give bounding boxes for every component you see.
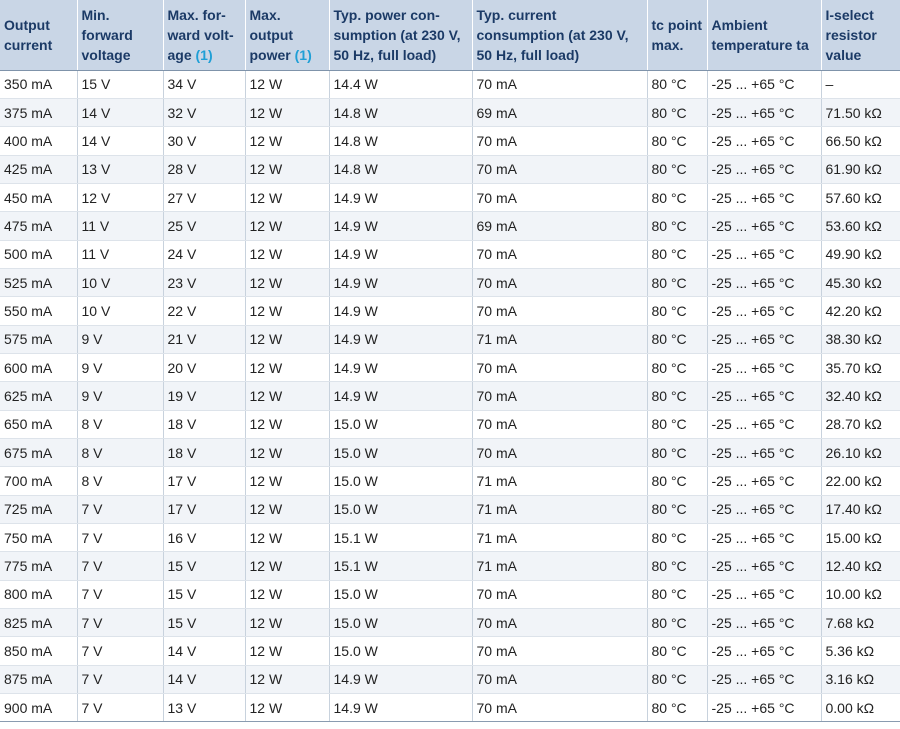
- table-body: [0, 70, 900, 722]
- header-text: tc point max.: [651, 16, 703, 53]
- ambient-temperature-cell: -25 ... +65 °C: [707, 297, 821, 325]
- typ-current-consumption-cell: 70 mA: [472, 438, 647, 466]
- typ-power-consumption-cell: 14.9 W: [329, 183, 472, 211]
- typ-current-consumption-cell: 70 mA: [472, 410, 647, 438]
- header-text: I-select resistor value: [825, 6, 877, 63]
- max-output-power-cell: 12 W: [245, 268, 329, 296]
- typ-current-consumption-cell: 70 mA: [472, 382, 647, 410]
- max-forward-voltage-cell: 32 V: [163, 98, 245, 126]
- col-header-typ-current-consumption: [472, 0, 647, 70]
- i-select-resistor-cell: 15.00 kΩ: [821, 524, 900, 552]
- output-current-cell: 675 mA: [0, 438, 77, 466]
- max-output-power-cell: 12 W: [245, 609, 329, 637]
- max-output-power-cell: 12 W: [245, 353, 329, 381]
- i-select-resistor-cell: 22.00 kΩ: [821, 467, 900, 495]
- col-header-ambient-temperature: [707, 0, 821, 70]
- header-text: Typ. power con- sumption (at 230 V, 50 Hz, full load): [333, 6, 461, 63]
- min-forward-voltage-cell: 9 V: [77, 382, 163, 410]
- ambient-temperature-cell: -25 ... +65 °C: [707, 438, 821, 466]
- max-forward-voltage-cell: 15 V: [163, 580, 245, 608]
- tc-point-max-cell: 80 °C: [647, 524, 707, 552]
- max-forward-voltage-cell: 30 V: [163, 127, 245, 155]
- typ-current-consumption-cell: 70 mA: [472, 694, 647, 722]
- min-forward-voltage-cell: 7 V: [77, 495, 163, 523]
- i-select-resistor-cell: 57.60 kΩ: [821, 183, 900, 211]
- max-forward-voltage-cell: 23 V: [163, 268, 245, 296]
- i-select-resistor-cell: 7.68 kΩ: [821, 609, 900, 637]
- typ-current-consumption-cell: 70 mA: [472, 155, 647, 183]
- header-text: Min. forward voltage: [81, 6, 133, 63]
- output-current-cell: 400 mA: [0, 127, 77, 155]
- tc-point-max-cell: 80 °C: [647, 495, 707, 523]
- table-row: [0, 467, 900, 495]
- max-output-power-cell: 12 W: [245, 665, 329, 693]
- ambient-temperature-cell: -25 ... +65 °C: [707, 70, 821, 98]
- max-output-power-cell: 12 W: [245, 212, 329, 240]
- i-select-resistor-cell: 61.90 kΩ: [821, 155, 900, 183]
- max-output-power-cell: 12 W: [245, 70, 329, 98]
- header-row: [0, 0, 900, 70]
- table-row: [0, 353, 900, 381]
- tc-point-max-cell: 80 °C: [647, 552, 707, 580]
- typ-power-consumption-cell: 15.0 W: [329, 609, 472, 637]
- i-select-resistor-cell: 49.90 kΩ: [821, 240, 900, 268]
- tc-point-max-cell: 80 °C: [647, 155, 707, 183]
- output-current-cell: 625 mA: [0, 382, 77, 410]
- col-header-max-output-power: [245, 0, 329, 70]
- header-text: Max. output power: [249, 6, 294, 63]
- max-output-power-cell: 12 W: [245, 127, 329, 155]
- tc-point-max-cell: 80 °C: [647, 70, 707, 98]
- min-forward-voltage-cell: 9 V: [77, 353, 163, 381]
- col-header-output-current: [0, 0, 77, 70]
- typ-current-consumption-cell: 71 mA: [472, 325, 647, 353]
- tc-point-max-cell: 80 °C: [647, 353, 707, 381]
- i-select-resistor-cell: 28.70 kΩ: [821, 410, 900, 438]
- min-forward-voltage-cell: 7 V: [77, 665, 163, 693]
- typ-current-consumption-cell: 70 mA: [472, 183, 647, 211]
- ambient-temperature-cell: -25 ... +65 °C: [707, 212, 821, 240]
- max-forward-voltage-cell: 18 V: [163, 438, 245, 466]
- ambient-temperature-cell: -25 ... +65 °C: [707, 495, 821, 523]
- tc-point-max-cell: 80 °C: [647, 637, 707, 665]
- ambient-temperature-cell: -25 ... +65 °C: [707, 268, 821, 296]
- tc-point-max-cell: 80 °C: [647, 325, 707, 353]
- table-row: [0, 637, 900, 665]
- header-text: Typ. current consumption (at 230 V, 50 Hz, full load): [476, 6, 629, 63]
- typ-power-consumption-cell: 14.8 W: [329, 127, 472, 155]
- table-row: [0, 70, 900, 98]
- max-forward-voltage-cell: 19 V: [163, 382, 245, 410]
- max-forward-voltage-cell: 25 V: [163, 212, 245, 240]
- col-header-typ-power-consumption: [329, 0, 472, 70]
- min-forward-voltage-cell: 11 V: [77, 212, 163, 240]
- footnote-link[interactable]: (1): [195, 46, 213, 63]
- output-current-cell: 775 mA: [0, 552, 77, 580]
- min-forward-voltage-cell: 7 V: [77, 637, 163, 665]
- table-row: [0, 127, 900, 155]
- typ-power-consumption-cell: 14.9 W: [329, 240, 472, 268]
- typ-power-consumption-cell: 15.0 W: [329, 467, 472, 495]
- header-text: Max. for- ward volt- age: [167, 6, 234, 63]
- ambient-temperature-cell: -25 ... +65 °C: [707, 183, 821, 211]
- max-output-power-cell: 12 W: [245, 410, 329, 438]
- max-output-power-cell: 12 W: [245, 297, 329, 325]
- typ-power-consumption-cell: 14.8 W: [329, 155, 472, 183]
- table-row: [0, 212, 900, 240]
- table-row: [0, 665, 900, 693]
- i-select-resistor-cell: 53.60 kΩ: [821, 212, 900, 240]
- max-output-power-cell: 12 W: [245, 580, 329, 608]
- min-forward-voltage-cell: 14 V: [77, 127, 163, 155]
- col-header-i-select-resistor: [821, 0, 900, 70]
- ambient-temperature-cell: -25 ... +65 °C: [707, 467, 821, 495]
- max-output-power-cell: 12 W: [245, 325, 329, 353]
- max-forward-voltage-cell: 18 V: [163, 410, 245, 438]
- max-forward-voltage-cell: 15 V: [163, 552, 245, 580]
- tc-point-max-cell: 80 °C: [647, 240, 707, 268]
- table-row: [0, 98, 900, 126]
- ambient-temperature-cell: -25 ... +65 °C: [707, 665, 821, 693]
- max-output-power-cell: 12 W: [245, 524, 329, 552]
- max-forward-voltage-cell: 27 V: [163, 183, 245, 211]
- typ-power-consumption-cell: 15.0 W: [329, 580, 472, 608]
- typ-current-consumption-cell: 70 mA: [472, 637, 647, 665]
- max-output-power-cell: 12 W: [245, 552, 329, 580]
- tc-point-max-cell: 80 °C: [647, 98, 707, 126]
- footnote-link[interactable]: (1): [294, 46, 312, 63]
- min-forward-voltage-cell: 10 V: [77, 268, 163, 296]
- ambient-temperature-cell: -25 ... +65 °C: [707, 155, 821, 183]
- table-row: [0, 438, 900, 466]
- table-row: [0, 410, 900, 438]
- typ-current-consumption-cell: 69 mA: [472, 98, 647, 126]
- ambient-temperature-cell: -25 ... +65 °C: [707, 524, 821, 552]
- output-current-cell: 375 mA: [0, 98, 77, 126]
- output-current-cell: 725 mA: [0, 495, 77, 523]
- col-header-min-forward-voltage: [77, 0, 163, 70]
- table-row: [0, 382, 900, 410]
- typ-power-consumption-cell: 15.1 W: [329, 524, 472, 552]
- max-forward-voltage-cell: 20 V: [163, 353, 245, 381]
- max-forward-voltage-cell: 28 V: [163, 155, 245, 183]
- i-select-resistor-cell: 45.30 kΩ: [821, 268, 900, 296]
- output-current-cell: 525 mA: [0, 268, 77, 296]
- col-header-tc-point-max: [647, 0, 707, 70]
- typ-current-consumption-cell: 71 mA: [472, 552, 647, 580]
- i-select-resistor-cell: 5.36 kΩ: [821, 637, 900, 665]
- min-forward-voltage-cell: 14 V: [77, 98, 163, 126]
- typ-power-consumption-cell: 14.9 W: [329, 212, 472, 240]
- max-forward-voltage-cell: 17 V: [163, 467, 245, 495]
- ambient-temperature-cell: -25 ... +65 °C: [707, 580, 821, 608]
- typ-power-consumption-cell: 14.9 W: [329, 297, 472, 325]
- output-current-cell: 650 mA: [0, 410, 77, 438]
- typ-current-consumption-cell: 70 mA: [472, 127, 647, 155]
- output-current-cell: 850 mA: [0, 637, 77, 665]
- typ-power-consumption-cell: 14.9 W: [329, 665, 472, 693]
- tc-point-max-cell: 80 °C: [647, 183, 707, 211]
- typ-power-consumption-cell: 14.9 W: [329, 353, 472, 381]
- typ-power-consumption-cell: 14.9 W: [329, 325, 472, 353]
- max-output-power-cell: 12 W: [245, 98, 329, 126]
- i-select-resistor-cell: 42.20 kΩ: [821, 297, 900, 325]
- output-current-cell: 875 mA: [0, 665, 77, 693]
- tc-point-max-cell: 80 °C: [647, 410, 707, 438]
- typ-power-consumption-cell: 15.0 W: [329, 495, 472, 523]
- ambient-temperature-cell: -25 ... +65 °C: [707, 240, 821, 268]
- min-forward-voltage-cell: 8 V: [77, 467, 163, 495]
- output-current-cell: 600 mA: [0, 353, 77, 381]
- min-forward-voltage-cell: 10 V: [77, 297, 163, 325]
- typ-current-consumption-cell: 70 mA: [472, 665, 647, 693]
- output-current-cell: 500 mA: [0, 240, 77, 268]
- ambient-temperature-cell: -25 ... +65 °C: [707, 637, 821, 665]
- tc-point-max-cell: 80 °C: [647, 694, 707, 722]
- table-row: [0, 580, 900, 608]
- i-select-resistor-cell: 35.70 kΩ: [821, 353, 900, 381]
- tc-point-max-cell: 80 °C: [647, 609, 707, 637]
- min-forward-voltage-cell: 7 V: [77, 580, 163, 608]
- typ-power-consumption-cell: 15.0 W: [329, 438, 472, 466]
- tc-point-max-cell: 80 °C: [647, 127, 707, 155]
- i-select-resistor-cell: 0.00 kΩ: [821, 694, 900, 722]
- min-forward-voltage-cell: 8 V: [77, 438, 163, 466]
- header-text: Ambient temperature ta: [711, 16, 809, 53]
- typ-current-consumption-cell: 70 mA: [472, 70, 647, 98]
- output-current-cell: 475 mA: [0, 212, 77, 240]
- ambient-temperature-cell: -25 ... +65 °C: [707, 552, 821, 580]
- max-output-power-cell: 12 W: [245, 694, 329, 722]
- max-forward-voltage-cell: 24 V: [163, 240, 245, 268]
- max-forward-voltage-cell: 21 V: [163, 325, 245, 353]
- typ-power-consumption-cell: 14.9 W: [329, 694, 472, 722]
- table-row: [0, 325, 900, 353]
- table-row: [0, 297, 900, 325]
- output-current-cell: 825 mA: [0, 609, 77, 637]
- max-output-power-cell: 12 W: [245, 495, 329, 523]
- i-select-resistor-cell: 32.40 kΩ: [821, 382, 900, 410]
- table-row: [0, 268, 900, 296]
- tc-point-max-cell: 80 °C: [647, 580, 707, 608]
- min-forward-voltage-cell: 7 V: [77, 552, 163, 580]
- max-forward-voltage-cell: 13 V: [163, 694, 245, 722]
- i-select-resistor-cell: 66.50 kΩ: [821, 127, 900, 155]
- min-forward-voltage-cell: 7 V: [77, 609, 163, 637]
- min-forward-voltage-cell: 8 V: [77, 410, 163, 438]
- max-forward-voltage-cell: 17 V: [163, 495, 245, 523]
- i-select-resistor-cell: 10.00 kΩ: [821, 580, 900, 608]
- table-row: [0, 552, 900, 580]
- table-header: [0, 0, 900, 70]
- table-row: [0, 183, 900, 211]
- max-output-power-cell: 12 W: [245, 438, 329, 466]
- max-forward-voltage-cell: 14 V: [163, 665, 245, 693]
- typ-current-consumption-cell: 69 mA: [472, 212, 647, 240]
- tc-point-max-cell: 80 °C: [647, 268, 707, 296]
- max-output-power-cell: 12 W: [245, 637, 329, 665]
- table-row: [0, 240, 900, 268]
- output-current-cell: 750 mA: [0, 524, 77, 552]
- min-forward-voltage-cell: 7 V: [77, 694, 163, 722]
- typ-current-consumption-cell: 71 mA: [472, 467, 647, 495]
- max-output-power-cell: 12 W: [245, 467, 329, 495]
- ambient-temperature-cell: -25 ... +65 °C: [707, 98, 821, 126]
- typ-current-consumption-cell: 70 mA: [472, 609, 647, 637]
- typ-power-consumption-cell: 14.8 W: [329, 98, 472, 126]
- ambient-temperature-cell: -25 ... +65 °C: [707, 694, 821, 722]
- typ-current-consumption-cell: 70 mA: [472, 353, 647, 381]
- output-current-cell: 350 mA: [0, 70, 77, 98]
- output-current-cell: 700 mA: [0, 467, 77, 495]
- ambient-temperature-cell: -25 ... +65 °C: [707, 353, 821, 381]
- max-forward-voltage-cell: 14 V: [163, 637, 245, 665]
- tc-point-max-cell: 80 °C: [647, 212, 707, 240]
- i-select-resistor-cell: –: [821, 70, 900, 98]
- table-row: [0, 495, 900, 523]
- typ-current-consumption-cell: 71 mA: [472, 524, 647, 552]
- max-forward-voltage-cell: 22 V: [163, 297, 245, 325]
- ambient-temperature-cell: -25 ... +65 °C: [707, 127, 821, 155]
- ambient-temperature-cell: -25 ... +65 °C: [707, 609, 821, 637]
- tc-point-max-cell: 80 °C: [647, 438, 707, 466]
- typ-current-consumption-cell: 70 mA: [472, 297, 647, 325]
- output-current-cell: 900 mA: [0, 694, 77, 722]
- table-row: [0, 524, 900, 552]
- output-current-cell: 575 mA: [0, 325, 77, 353]
- min-forward-voltage-cell: 12 V: [77, 183, 163, 211]
- typ-power-consumption-cell: 14.9 W: [329, 268, 472, 296]
- typ-current-consumption-cell: 71 mA: [472, 495, 647, 523]
- max-output-power-cell: 12 W: [245, 155, 329, 183]
- typ-current-consumption-cell: 70 mA: [472, 268, 647, 296]
- i-select-resistor-cell: 26.10 kΩ: [821, 438, 900, 466]
- header-text: Output current: [4, 16, 53, 53]
- max-forward-voltage-cell: 34 V: [163, 70, 245, 98]
- table-row: [0, 609, 900, 637]
- col-header-max-forward-voltage: [163, 0, 245, 70]
- output-current-cell: 425 mA: [0, 155, 77, 183]
- max-output-power-cell: 12 W: [245, 183, 329, 211]
- i-select-resistor-cell: 12.40 kΩ: [821, 552, 900, 580]
- min-forward-voltage-cell: 11 V: [77, 240, 163, 268]
- max-forward-voltage-cell: 15 V: [163, 609, 245, 637]
- i-select-resistor-cell: 17.40 kΩ: [821, 495, 900, 523]
- i-select-resistor-cell: 3.16 kΩ: [821, 665, 900, 693]
- max-output-power-cell: 12 W: [245, 382, 329, 410]
- tc-point-max-cell: 80 °C: [647, 467, 707, 495]
- tc-point-max-cell: 80 °C: [647, 665, 707, 693]
- i-select-resistor-cell: 38.30 kΩ: [821, 325, 900, 353]
- typ-power-consumption-cell: 15.0 W: [329, 410, 472, 438]
- max-output-power-cell: 12 W: [245, 240, 329, 268]
- typ-power-consumption-cell: 14.9 W: [329, 382, 472, 410]
- output-current-cell: 450 mA: [0, 183, 77, 211]
- min-forward-voltage-cell: 9 V: [77, 325, 163, 353]
- output-current-cell: 550 mA: [0, 297, 77, 325]
- output-current-cell: 800 mA: [0, 580, 77, 608]
- min-forward-voltage-cell: 13 V: [77, 155, 163, 183]
- typ-power-consumption-cell: 15.1 W: [329, 552, 472, 580]
- max-forward-voltage-cell: 16 V: [163, 524, 245, 552]
- typ-power-consumption-cell: 15.0 W: [329, 637, 472, 665]
- ambient-temperature-cell: -25 ... +65 °C: [707, 382, 821, 410]
- table-row: [0, 155, 900, 183]
- table-row: [0, 694, 900, 722]
- min-forward-voltage-cell: 15 V: [77, 70, 163, 98]
- i-select-resistor-cell: 71.50 kΩ: [821, 98, 900, 126]
- typ-current-consumption-cell: 70 mA: [472, 580, 647, 608]
- tc-point-max-cell: 80 °C: [647, 297, 707, 325]
- ambient-temperature-cell: -25 ... +65 °C: [707, 410, 821, 438]
- ambient-temperature-cell: -25 ... +65 °C: [707, 325, 821, 353]
- typ-power-consumption-cell: 14.4 W: [329, 70, 472, 98]
- min-forward-voltage-cell: 7 V: [77, 524, 163, 552]
- typ-current-consumption-cell: 70 mA: [472, 240, 647, 268]
- tc-point-max-cell: 80 °C: [647, 382, 707, 410]
